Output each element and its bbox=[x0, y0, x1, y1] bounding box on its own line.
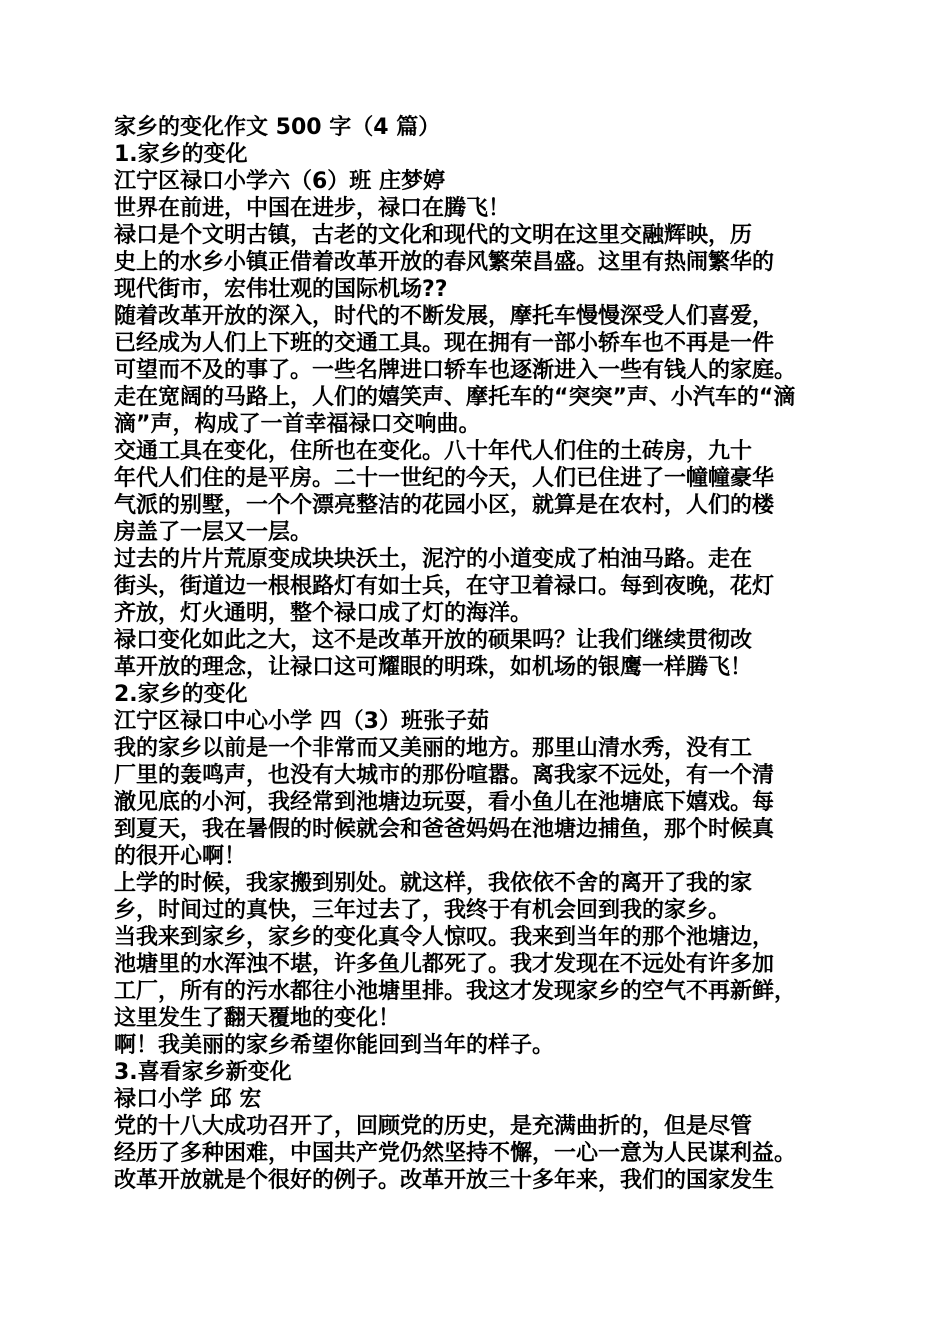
text-line: 1.家乡的变化 bbox=[114, 142, 248, 167]
text-line: 经历了多种困难，中国共产党仍然坚持不懈，一心一意为人民谋利益。 bbox=[114, 1141, 797, 1166]
text-line: 改革开放就是个很好的例子。改革开放三十多年来，我们的国家发生 bbox=[114, 1168, 775, 1193]
text-line: 已经成为人们上下班的交通工具。现在拥有一部小轿车也不再是一件 bbox=[114, 331, 775, 356]
text-line: 乡，时间过的真快，三年过去了，我终于有机会回到我的家乡。 bbox=[114, 898, 731, 923]
text-line: 上学的时候，我家搬到别处。就这样，我依依不舍的离开了我的家 bbox=[114, 871, 753, 896]
text-line: 滴”声，构成了一首幸福禄口交响曲。 bbox=[114, 412, 481, 437]
text-line: 澈见底的小河，我经常到池塘边玩耍，看小鱼儿在池塘底下嬉戏。每 bbox=[114, 790, 775, 815]
text-line: 禄口变化如此之大，这不是改革开放的硕果吗？让我们继续贯彻改 bbox=[114, 628, 753, 653]
text-line: 厂里的轰鸣声，也没有大城市的那份喧嚣。离我家不远处，有一个清 bbox=[114, 763, 775, 788]
text-line: 当我来到家乡，家乡的变化真令人惊叹。我来到当年的那个池塘边， bbox=[114, 925, 775, 950]
text-line: 江宁区禄口中心小学 四（3）班张子茹 bbox=[114, 709, 489, 734]
text-line: 气派的别墅，一个个漂亮整洁的花园小区，就算是在农村，人们的楼 bbox=[114, 493, 775, 518]
text-line: 党的十八大成功召开了，回顾党的历史，是充满曲折的，但是尽管 bbox=[114, 1114, 753, 1139]
text-line: 3.喜看家乡新变化 bbox=[114, 1060, 292, 1085]
text-line: 江宁区禄口小学六（6）班 庄梦婷 bbox=[114, 169, 445, 194]
text-line: 走在宽阔的马路上，人们的嬉笑声、摩托车的“突突”声、小汽车的“滴 bbox=[114, 385, 796, 410]
text-line: 禄口是个文明古镇，古老的文化和现代的文明在这里交融辉映，历 bbox=[114, 223, 753, 248]
text-line: 房盖了一层又一层。 bbox=[114, 520, 313, 545]
text-line: 的很开心啊！ bbox=[114, 844, 247, 869]
text-line: 街头，街道边一根根路灯有如士兵，在守卫着禄口。每到夜晚，花灯 bbox=[114, 574, 775, 599]
text-line: 可望而不及的事了。一些名牌进口轿车也逐渐进入一些有钱人的家庭。 bbox=[114, 358, 797, 383]
document-page bbox=[114, 114, 854, 1194]
text-line: 禄口小学 邱 宏 bbox=[114, 1087, 262, 1112]
text-line: 工厂，所有的污水都往小池塘里排。我这才发现家乡的空气不再新鲜， bbox=[114, 979, 797, 1004]
text-line: 2.家乡的变化 bbox=[114, 682, 248, 707]
text-line: 齐放，灯火通明，整个禄口成了灯的海洋。 bbox=[114, 601, 533, 626]
text-line: 我的家乡以前是一个非常而又美丽的地方。那里山清水秀，没有工 bbox=[114, 736, 753, 761]
text-line: 世界在前进，中国在进步，禄口在腾飞！ bbox=[114, 196, 511, 221]
text-line: 到夏天，我在暑假的时候就会和爸爸妈妈在池塘边捕鱼，那个时候真 bbox=[114, 817, 775, 842]
text-line: 随着改革开放的深入，时代的不断发展，摩托车慢慢深受人们喜爱， bbox=[114, 304, 775, 329]
text-line: 这里发生了翻天覆地的变化！ bbox=[114, 1006, 401, 1031]
text-line: 年代人们住的是平房。二十一世纪的今天，人们已住进了一幢幢豪华 bbox=[114, 466, 775, 491]
text-line: 交通工具在变化，住所也在变化。八十年代人们住的土砖房，九十 bbox=[114, 439, 753, 464]
text-line: 现代街市，宏伟壮观的国际机场?? bbox=[114, 277, 448, 302]
text-line: 家乡的变化作文 500 字（4 篇） bbox=[114, 115, 441, 140]
text-line: 过去的片片荒原变成块块沃土，泥泞的小道变成了柏油马路。走在 bbox=[114, 547, 753, 572]
text-line: 革开放的理念，让禄口这可耀眼的明珠，如机场的银鹰一样腾飞！ bbox=[114, 655, 753, 680]
text-line: 啊！我美丽的家乡希望你能回到当年的样子。 bbox=[114, 1033, 555, 1058]
text-line: 史上的水乡小镇正借着改革开放的春风繁荣昌盛。这里有热闹繁华的 bbox=[114, 250, 775, 275]
text-line: 池塘里的水浑浊不堪，许多鱼儿都死了。我才发现在不远处有许多加 bbox=[114, 952, 775, 977]
